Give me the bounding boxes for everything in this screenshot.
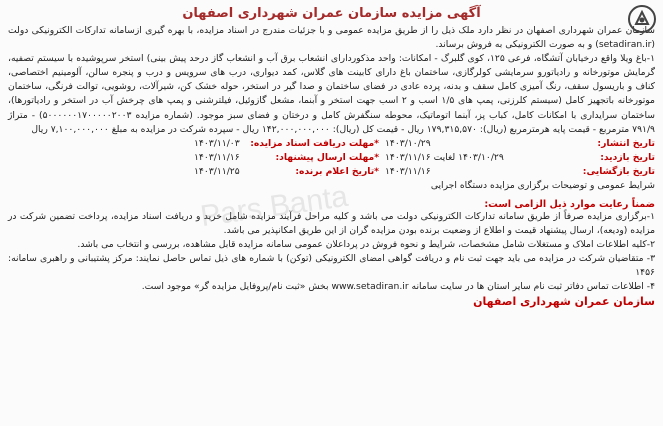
doc-deadline-label: *مهلت دریافت اسناد مزایده:: [250, 137, 379, 149]
offer-deadline: [194, 151, 379, 165]
opening-date: [385, 165, 655, 179]
offer-deadline-label: *مهلت ارسال پیشنهاد:: [275, 151, 379, 163]
dates-table: [8, 137, 655, 179]
publish-date-value: ۱۴۰۳/۱۰/۲۹: [385, 137, 431, 149]
opening-date-label: تاریخ بازگشایی:: [582, 165, 655, 177]
winner-date: [194, 165, 379, 179]
municipality-logo-icon: [627, 4, 657, 34]
intro-paragraph: سازمان عمران شهرداری اصفهان در نظر دارد ملک ذیل را از طریق مزایده عمومی و با جزئیات مندرج در اسناد مزایده، با بهره گیری ازسامانه تدارکات الکترونیکی دولت (setadiran.ir) و به صورت الکترونیکی به فروش برساند.: [8, 25, 655, 51]
condition-item: ۴- اطلاعات تماس دفاتر ثبت نام سایر استان ها در سایت سامانه www.setadiran.ir بخش «ثبت نام/پروفایل مزایده گر» موجود است.: [141, 281, 655, 293]
winner-date-label: *تاریخ اعلام برنده:: [295, 165, 379, 177]
condition-item: ۱-برگزاری مزایده صرفاً از طریق سامانه تدارکات الکترونیکی دولت می باشد و کلیه مراحل فرآیند مزایده شامل خرید و دریافت اسناد مزایده، پرداخت تضمین شرکت در مزایده (ودیعه)، ارسال پیشنهاد قیمت و اطلاع از وضعیت برنده بودن مزایده گران از این طریق امکانپذیر می باشد.: [8, 210, 655, 236]
date-row-1: [8, 137, 655, 151]
conditions-title: ضمناً رعایت موارد ذیل الزامی است:: [484, 198, 655, 210]
notice-title: آگهی مزایده سازمان عمران شهرداری اصفهان: [182, 6, 481, 21]
publish-date-label: تاریخ انتشار:: [597, 137, 655, 149]
footer-org: سازمان عمران شهرداری اصفهان: [473, 295, 655, 309]
condition-item: ۲-کلیه اطلاعات املاک و مستغلات شامل مشخصات، شرایط و نحوه فروش در پرداعلان عمومی سامانه مزایده قابل مشاهده، بررسی و انتخاب می باشد.: [77, 239, 655, 251]
visit-date-value: ۱۴۰۳/۱۰/۲۹ لغایت ۱۴۰۳/۱۱/۱۶: [385, 151, 504, 163]
winner-date-value: ۱۴۰۳/۱۱/۲۵: [194, 165, 240, 177]
visit-date: [385, 151, 655, 165]
doc-deadline-value: ۱۴۰۳/۱۱/۰۳: [194, 137, 240, 149]
visit-date-label: تاریخ بازدید:: [600, 151, 655, 163]
watermark: Pars Banta: [198, 179, 350, 234]
date-row-3: [8, 165, 655, 179]
publish-date: [385, 137, 655, 151]
condition-item: ۳- متقاضیان شرکت در مزایده می باید جهت ثبت نام و دریافت گواهی امضای الکترونیکی (توکن) با شماره های ذیل تماس حاصل نمایند: مرکز پشتیبانی و راهبری سامانه: ۱۴۵۶: [8, 253, 655, 279]
date-row-2: [8, 151, 655, 165]
offer-deadline-value: ۱۴۰۳/۱۱/۱۶: [194, 151, 240, 163]
property-description: ۱-باغ ویلا واقع درخیابان آتشگاه، فرعی ۱۲۵، کوی گلبرگ - امکانات: واحد مذکوردارای انشعاب برق آب و انشعاب گاز درحد پیش بینی) استخر سرپوشیده با سیستم تصفیه، گرمایش موتورخانه و رادیاتورو سرمایشی کولرگازی، ساختمان باغ دارای کابینت های گلاس، کمد دیواری، درب های سرویس و درب و پنجره سالن، آلومینیم اختصاصی، کناف و باریسول سقف، رنگ آمیزی کامل سقف و بدنه، پرده عادی در فضای ساختمان و صدا گیر در استخر، حوله خشک کن، شیرآلات، روشویی، توالت فرنگی، ساختمان موتورخانه باتجهیز کامل (سیستم کلرزنی، پمپ های ۱/۵ اسب و ۲ اسب جهت استخر و آبنما، مشعل گازوئیل، فیلترشنی و پمپ های چرخش آب در استخر و رادیاتورها)، ساختمان سرایداری با امکانات کامل، کباب پز، آبنما اتوماتیک، محوطه سنگفرش کامل و درختان و فضای سبز موجود. (شماره مزایده ۵۰۰۰۰۰۰۱۷۰۰۰۰۰۲۰۰۳) - متراژ ۷۹۱/۹ مترمربع - قیمت پایه هرمترمربع (ریال): ۱۷۹,۳۱۵,۵۷۰ ریال - قیمت کل (ریال): ۱۴۲,۰۰۰,۰۰۰,۰۰۰ ریال - سپرده شرکت در مزایده به مبلغ ۷,۱۰۰,۰۰۰,۰۰۰ ریال: [8, 53, 655, 135]
terms-line: شرایط عمومی و توضیحات برگزاری مزایده دستگاه اجرایی: [430, 179, 655, 191]
doc-deadline: [194, 137, 379, 151]
opening-date-value: ۱۴۰۳/۱۱/۱۶: [385, 165, 431, 177]
